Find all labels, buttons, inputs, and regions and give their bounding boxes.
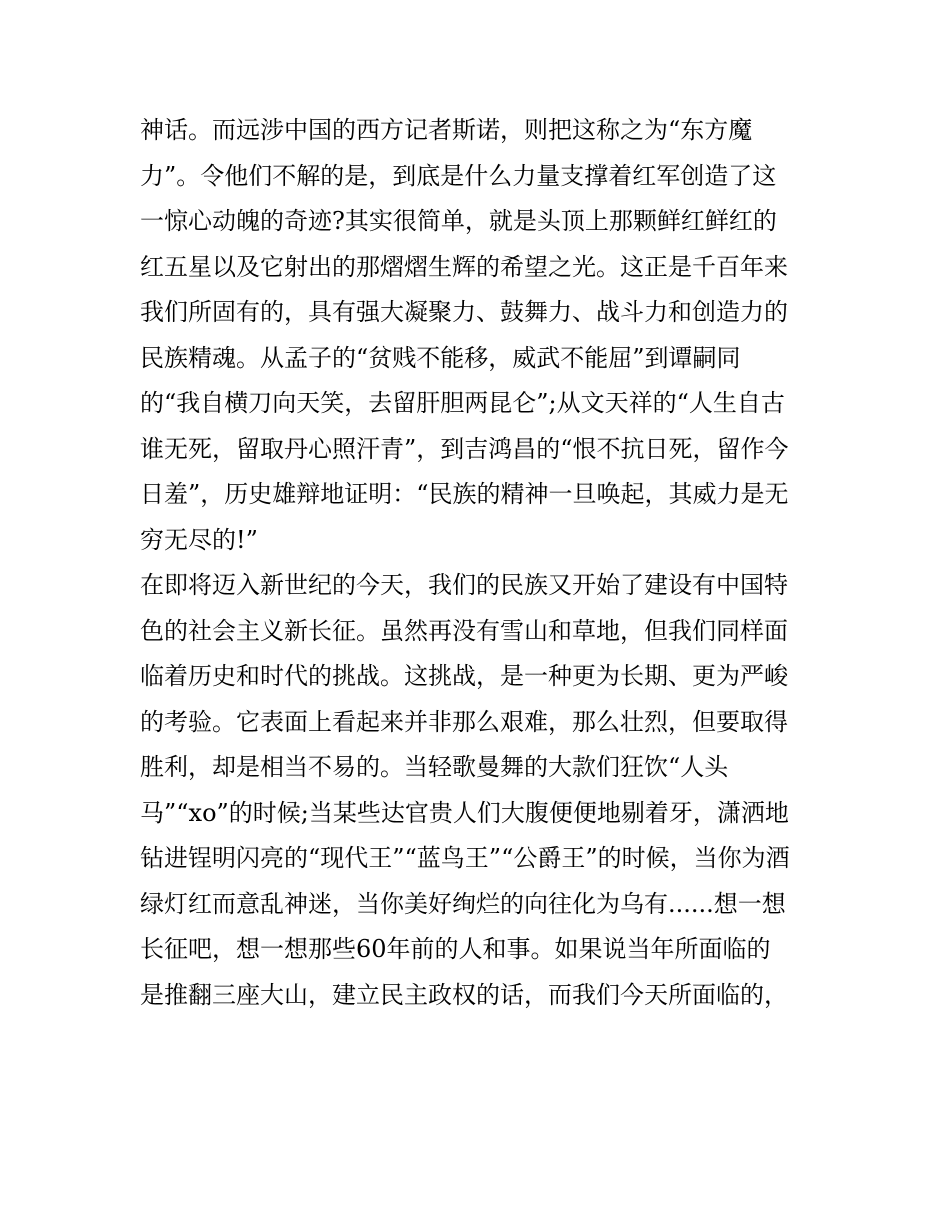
text-line: 绿灯红而意乱神迷，当你美好绚烂的向往化为乌有......想一想 (140, 889, 786, 918)
text-line: 民族精魂。从孟子的“贫贱不能移，威武不能屈”到谭嗣同 (140, 343, 741, 372)
text-line: 日羞”，历史雄辩地证明：“民族的精神一旦唤起，其威力是无 (140, 480, 789, 508)
text-line: 在即将迈入新世纪的今天，我们的民族又开始了建设有中国特 (140, 571, 788, 599)
body-text (140, 108, 820, 1018)
text-line: 我们所固有的，具有强大凝聚力、鼓舞力、战斗力和创造力的 (140, 298, 788, 326)
text-line: 谁无死，留取丹心照汗青”，到吉鸿昌的“恨不抗日死，留作今 (140, 434, 789, 463)
text-line: 临着历史和时代的挑战。这挑战，是一种更为长期、更为严峻 (140, 662, 788, 690)
text-line: 色的社会主义新长征。虽然再没有雪山和草地，但我们同样面 (140, 616, 788, 645)
text-line: 的“我自横刀向天笑，去留肝胆两昆仑”;从文天祥的“人生自古 (140, 389, 785, 417)
text-line: 的考验。它表面上看起来并非那么艰难，那么壮烈，但要取得 (140, 707, 788, 736)
text-line: 钻进锃明闪亮的“现代王”“蓝鸟王”“公爵王”的时候，当你为酒 (140, 844, 790, 872)
text-line: 一惊心动魄的奇迹?其实很简单，就是头顶上那颗鲜红鲜红的 (140, 207, 777, 235)
text-line: 力”。令他们不解的是，到底是什么力量支撑着红军创造了这 (140, 161, 777, 190)
text-line: 是推翻三座大山，建立民主政权的话，而我们今天所面临的， (140, 980, 788, 1009)
text-line: 神话。而远涉中国的西方记者斯诺，则把这称之为“东方魔 (140, 116, 753, 144)
text-line: 穷无尽的!” (140, 525, 258, 554)
text-line: 红五星以及它射出的那熠熠生辉的希望之光。这正是千百年来 (140, 252, 788, 281)
text-line: 胜利，却是相当不易的。当轻歌曼舞的大款们狂饮“人头 (140, 753, 729, 781)
text-line: 马”“xo”的时候;当某些达官贵人们大腹便便地剔着牙，潇洒地 (140, 798, 789, 827)
text-line: 长征吧，想一想那些60年前的人和事。如果说当年所面临的 (140, 935, 771, 963)
